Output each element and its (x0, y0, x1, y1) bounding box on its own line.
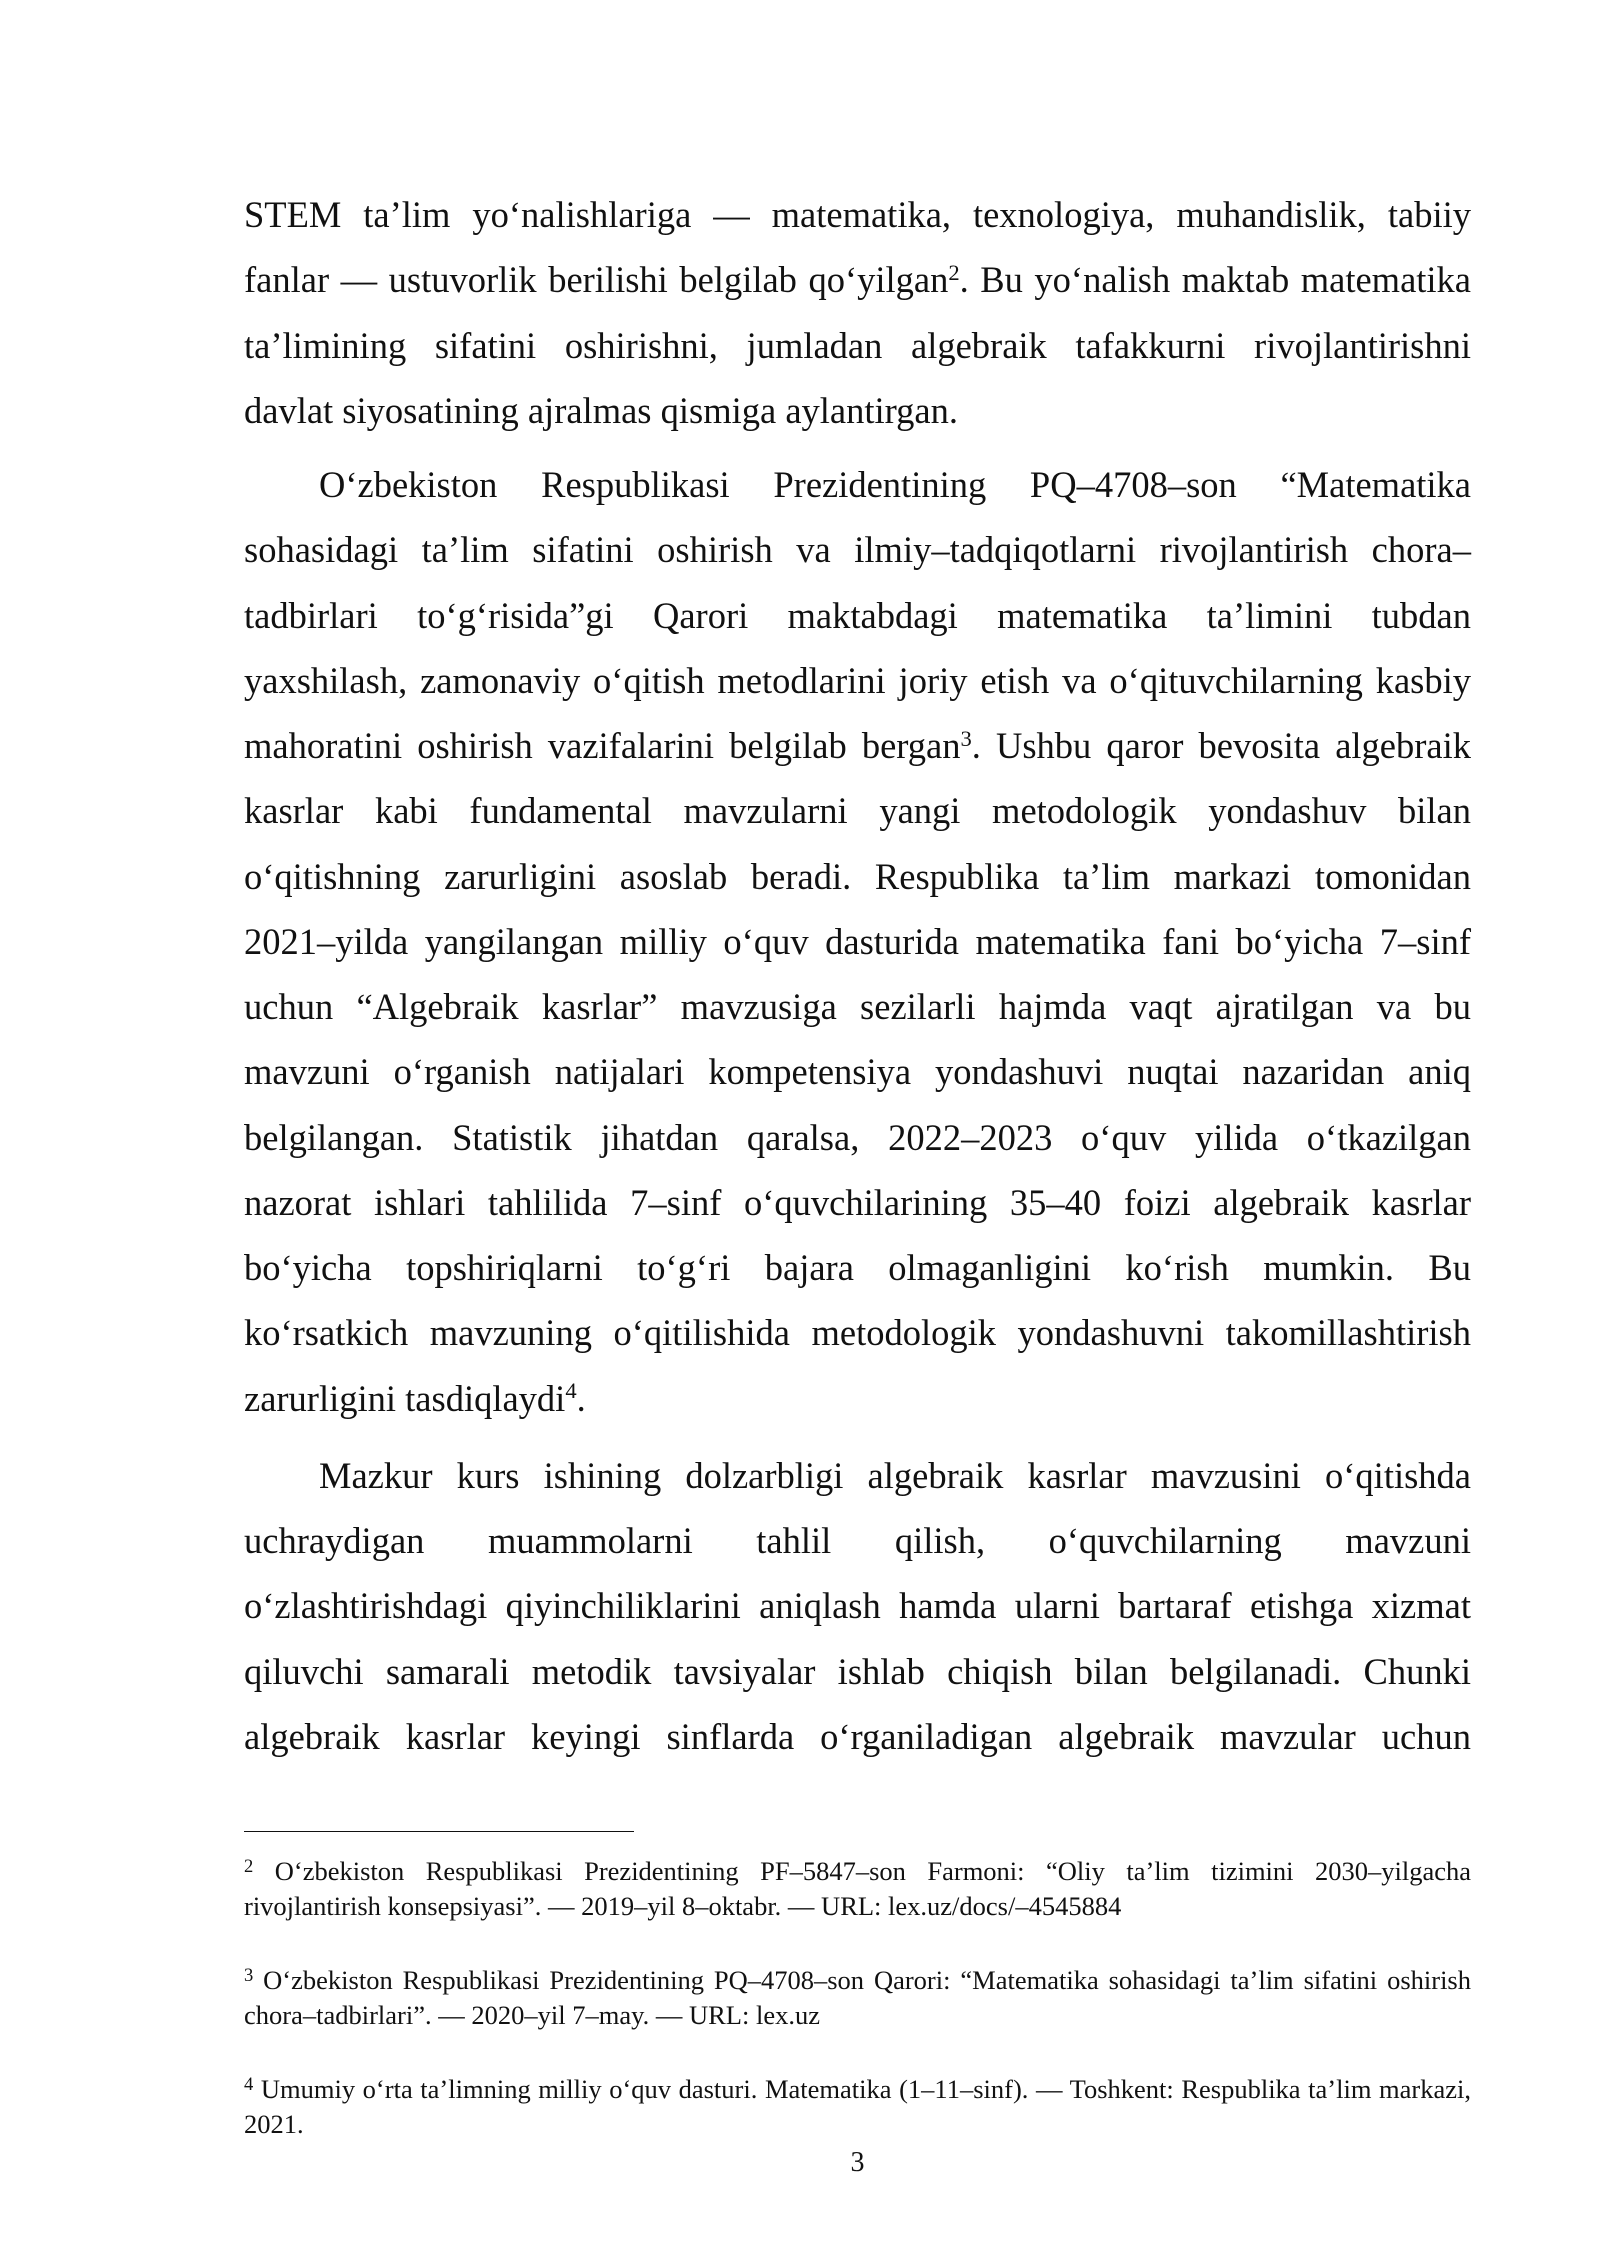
text-line: STEM ta’lim yo‘nalishlariga — matematika, texnologiya, muhandislik, tabiiy (244, 194, 1471, 235)
footnote-line: chora–tadbirlari”. — 2020–yil 7–may. — URL: lex.uz (244, 1999, 820, 2030)
text-line: nazorat ishlari tahlilida 7–sinf o‘quvchilarining 35–40 foizi algebraik kasrlar (244, 1181, 1471, 1223)
footnote-text: O‘zbekiston Respublikasi Prezidentining PF–5847–son Farmoni: “Oliy ta’lim tizimini 2030–yilgacha (274, 1856, 1472, 1886)
text-line: 2021–yilda yangilangan milliy o‘quv dasturida matematika fani bo‘yicha 7–sinf (244, 920, 1471, 962)
footnote-line: rivojlantirish konsepsiyasi”. — 2019–yil 8–oktabr. — URL: lex.uz/docs/–4545884 (244, 1890, 1122, 1921)
footnote-separator (244, 1831, 634, 1832)
text-segment: . (576, 1377, 586, 1419)
paragraph (244, 452, 1471, 1431)
footnote-line: 2021. (244, 2108, 304, 2139)
footnote-text: O‘zbekiston Respublikasi Prezidentining PQ–4708–son Qarori: “Matematika sohasidagi ta’lim sifatini oshirish (263, 1965, 1471, 1995)
text-line (244, 1366, 1471, 1431)
text-line: ko‘rsatkich mavzuning o‘qitilishida metodologik yondashuvni takomillashtirish (244, 1312, 1471, 1354)
text-line: uchun “Algebraik kasrlar” mavzusiga sezilarli hajmda vaqt ajratilgan va bu (244, 986, 1471, 1027)
text-line: bo‘yicha topshiriqlarni to‘g‘ri bajara olmaganligini ko‘rish mumkin. Bu (244, 1247, 1471, 1288)
text-segment: . Bu yo‘nalish maktab matematika (959, 259, 1471, 301)
text-line: algebraik kasrlar keyingi sinflarda o‘rganiladigan algebraik mavzular uchun (244, 1715, 1471, 1757)
footnote-mark: 3 (244, 1964, 254, 1986)
text-line: davlat siyosatining ajralmas qismiga aylantirgan. (244, 389, 958, 431)
text-line: o‘qitishning zarurligini asoslab beradi. Respublika ta’lim markazi tomonidan (244, 855, 1471, 897)
footnote-mark: 2 (244, 1855, 254, 1877)
text-segment: . Ushbu qaror bevosita algebraik (971, 725, 1472, 766)
paragraph (244, 1443, 1471, 1769)
text-segment: mahoratini oshirish vazifalarini belgilab bergan (244, 725, 961, 766)
text-line: belgilangan. Statistik jihatdan qaralsa, 2022–2023 o‘quv yilida o‘tkazilgan (244, 1116, 1471, 1158)
footnote-line (244, 1854, 1471, 1889)
text-line: ta’limining sifatini oshirishni, jumladan algebraik tafakkurni rivojlantirishni (244, 324, 1471, 366)
text-line: sohasidagi ta’lim sifatini oshirish va ilmiy–tadqiqotlarni rivojlantirish chora– (244, 529, 1471, 571)
text-segment: fanlar — ustuvorlik berilishi belgilab qo‘yilgan (244, 259, 949, 301)
text-line: qiluvchi samarali metodik tavsiyalar ishlab chiqish bilan belgilanadi. Chunki (244, 1650, 1471, 1692)
footnote-text: Umumiy o‘rta ta’limning milliy o‘quv dasturi. Matematika (1–11–sinf). — Toshkent: Respublika ta’lim markazi, (260, 2074, 1471, 2104)
page-number: 3 (850, 2147, 865, 2178)
body-text (244, 182, 1471, 1769)
footnote-mark: 4 (244, 2073, 254, 2095)
text-line: tadbirlari to‘g‘risida”gi Qarori maktabdagi matematika ta’limini tubdan (244, 594, 1471, 636)
text-line: kasrlar kabi fundamental mavzularni yangi metodologik yondashuv bilan (244, 790, 1471, 832)
text-line: mavzuni o‘rganish natijalari kompetensiya yondashuvi nuqtai nazaridan aniq (244, 1051, 1471, 1093)
footnote-line (244, 1963, 1471, 1998)
footnote-line (244, 2072, 1471, 2107)
text-line: Mazkur kurs ishining dolzarbligi algebraik kasrlar mavzusini o‘qitishda (319, 1454, 1471, 1496)
text-line: o‘zlashtirishdagi qiyinchiliklarini aniqlash hamda ularni bartaraf etishga xizmat (244, 1585, 1471, 1627)
text-line: yaxshilash, zamonaviy o‘qitish metodlarini joriy etish va o‘qituvchilarning kasbiy (244, 659, 1471, 701)
footnote-ref: 2 (948, 259, 960, 285)
text-line: O‘zbekiston Respublikasi Prezidentining PQ–4708–son “Matematika (319, 464, 1471, 505)
paragraph (244, 182, 1471, 443)
text-line (244, 713, 1471, 778)
text-line: uchraydigan muammolarni tahlil qilish, o‘quvchilarning mavzuni (244, 1520, 1471, 1561)
footnote (244, 1854, 1471, 1924)
footnote (244, 2072, 1471, 2142)
text-line (244, 247, 1471, 312)
footnote (244, 1963, 1471, 2033)
footnote-ref: 4 (565, 1378, 577, 1404)
text-segment: zarurligini tasdiqlaydi (244, 1377, 566, 1419)
footnote-ref: 3 (960, 725, 972, 751)
